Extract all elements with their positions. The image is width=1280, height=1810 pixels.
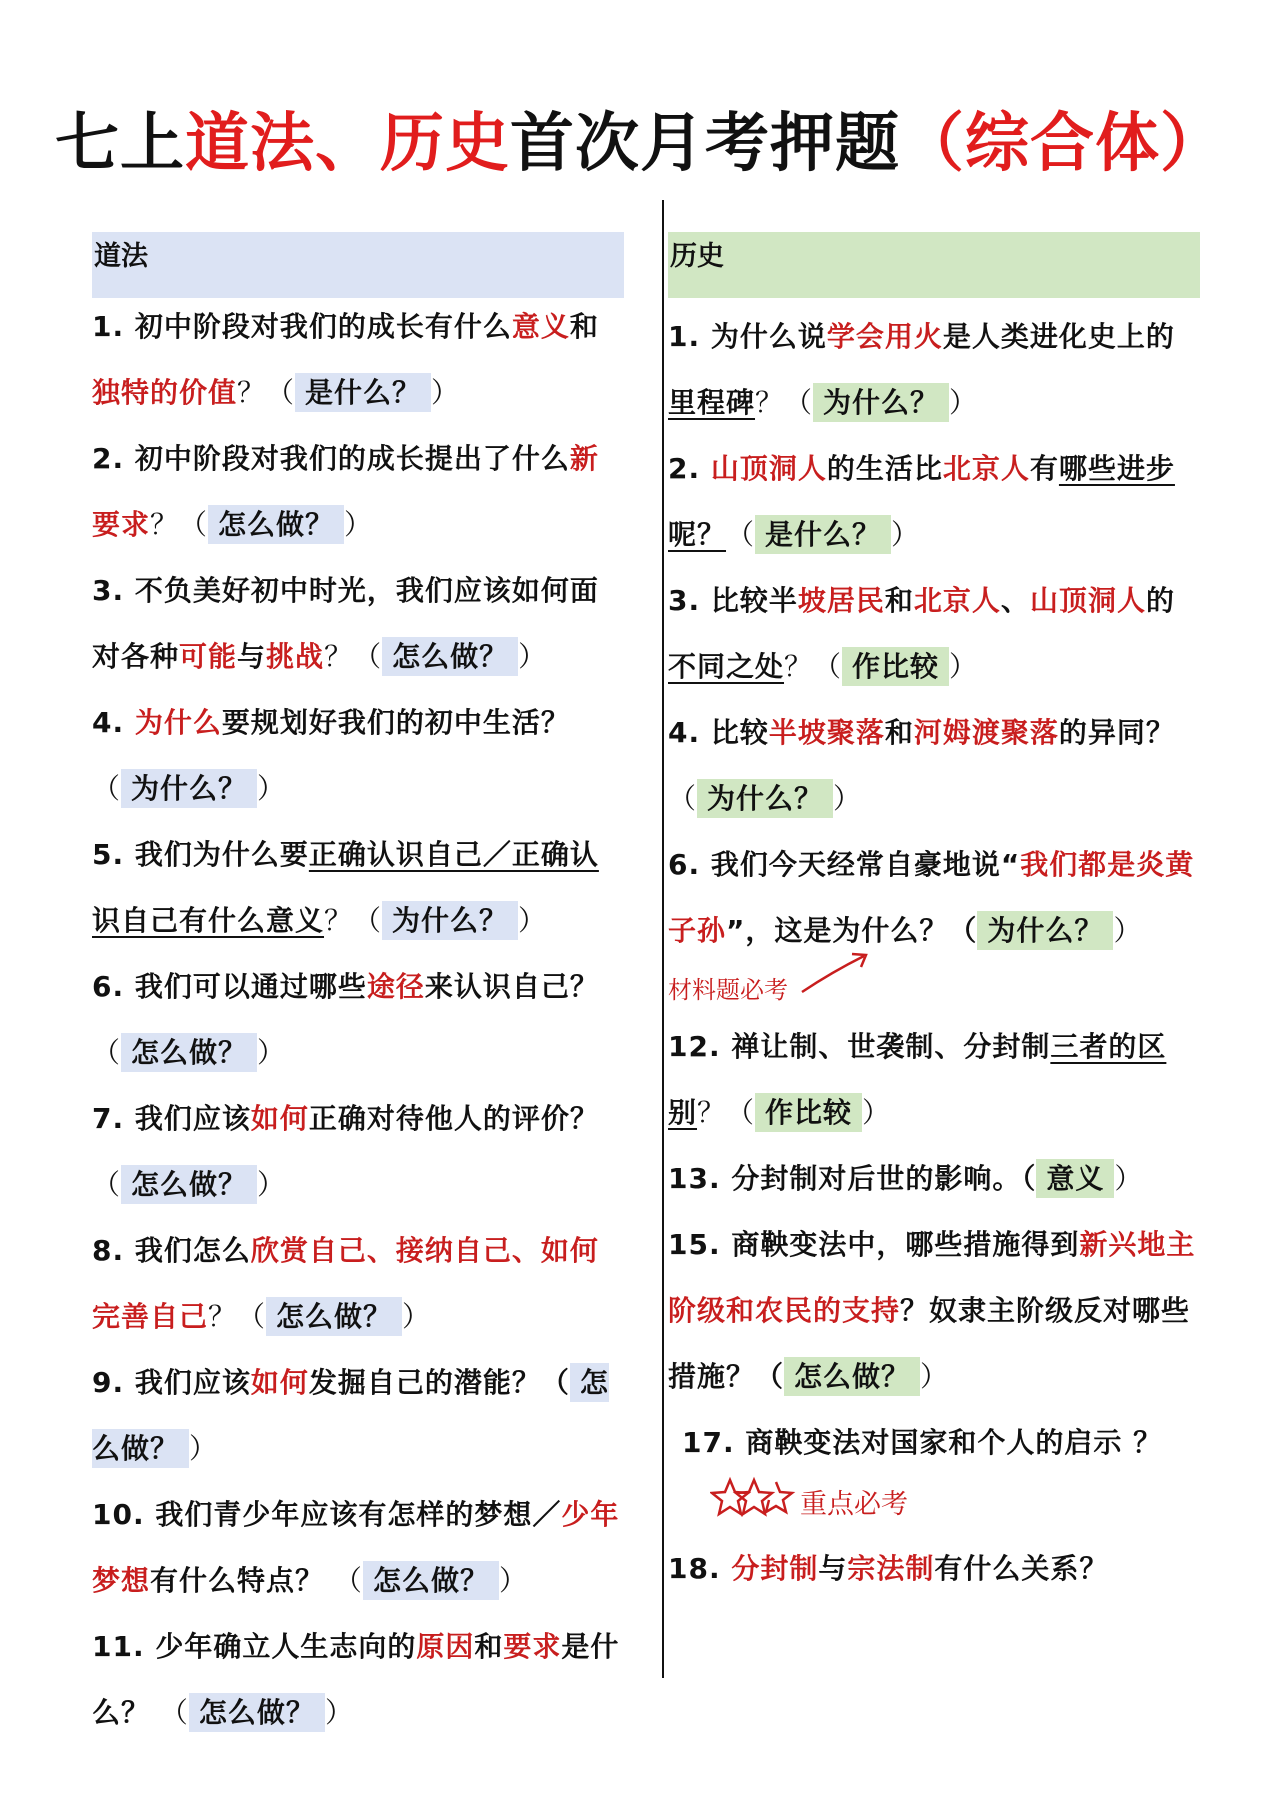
- question-6: 6. 我们可以通过哪些途径来认识自己？ （ 怎么做？ ）: [92, 954, 624, 1086]
- tag-badge: 是什么？: [295, 373, 431, 412]
- tag-badge: 作比较: [842, 647, 949, 686]
- note-key-required: 重点必考: [668, 1476, 1200, 1536]
- question-2: 2. 初中阶段对我们的成长提出了什么新要求？（ 怎么做？ ）: [92, 426, 624, 558]
- arrow-icon: [798, 948, 878, 998]
- tag-badge: 为什么？: [697, 779, 833, 818]
- daofa-column: [92, 232, 624, 1746]
- tag-badge: 为什么？: [121, 769, 257, 808]
- history-question-2: 2. 山顶洞人的生活比北京人有哪些进步呢？（ 是什么？ ）: [668, 436, 1200, 568]
- daofa-header: 道法: [92, 232, 624, 298]
- history-column: [668, 232, 1200, 1602]
- tag-badge: 怎么做？: [363, 1561, 499, 1600]
- tag-badge: 怎么做？: [266, 1297, 402, 1336]
- history-question-18: 18. 分封制与宗法制有什么关系？: [668, 1552, 1109, 1585]
- tag-badge: 怎么做？: [784, 1357, 920, 1396]
- tag-badge: 为什么？: [977, 911, 1113, 950]
- question-10: 10. 我们青少年应该有怎样的梦想／少年梦想有什么特点？ （ 怎么做？ ）: [92, 1482, 624, 1614]
- tag-badge: 怎么做？: [92, 1363, 609, 1468]
- question-1: 1. 初中阶段对我们的成长有什么意义和独特的价值？（ 是什么？ ）: [92, 294, 624, 426]
- tag-badge: 作比较: [755, 1093, 862, 1132]
- history-question-17: 17. 商鞅变法对国家和个人的启示 ？: [682, 1426, 1163, 1459]
- question-3: 3. 不负美好初中时光，我们应该如何面对各种可能与挑战？（ 怎么做？ ）: [92, 558, 624, 690]
- tag-badge: 为什么？: [382, 901, 518, 940]
- history-question-1: 1. 为什么说学会用火是人类进化史上的里程碑？（ 为什么？ ）: [668, 304, 1200, 436]
- history-question-12: 12. 禅让制、世袭制、分封制三者的区别？（ 作比较 ）: [668, 1014, 1200, 1146]
- page-title: 七上道法、历史首次月考押题（综合体）: [55, 107, 1225, 181]
- tag-badge: 怎么做？: [121, 1033, 257, 1072]
- tag-badge: 是什么？: [755, 515, 891, 554]
- column-divider: [662, 200, 664, 1678]
- tag-badge: 怎么做？: [208, 505, 344, 544]
- tag-badge: 为什么？: [813, 383, 949, 422]
- history-header: 历史: [668, 232, 1200, 298]
- tag-badge: 怎么做？: [382, 637, 518, 676]
- question-5: 5. 我们为什么要正确认识自己／正确认识自己有什么意义？（ 为什么？ ）: [92, 822, 624, 954]
- tag-badge: 意义: [1036, 1159, 1114, 1198]
- question-11: 11. 少年确立人生志向的原因和要求是什么？ （ 怎么做？ ）: [92, 1614, 624, 1746]
- history-question-3: 3. 比较半坡居民和北京人、山顶洞人的不同之处？（ 作比较 ）: [668, 568, 1200, 700]
- question-4: 4. 为什么要规划好我们的初中生活？ （ 为什么？ ）: [92, 690, 624, 822]
- tag-badge: 怎么做？: [121, 1165, 257, 1204]
- history-question-4: 4. 比较半坡聚落和河姆渡聚落的异同？ （ 为什么？ ）: [668, 700, 1200, 832]
- question-7: 7. 我们应该如何正确对待他人的评价？ （ 怎么做？ ）: [92, 1086, 624, 1218]
- history-question-6: 6. 我们今天经常自豪地说“我们都是炎黄子孙”，这是为什么？（ 为什么？ ）: [668, 832, 1200, 964]
- stars-icon: [710, 1476, 796, 1522]
- question-9: 9. 我们应该如何发掘自己的潜能？（ 怎么做？ ）: [92, 1350, 624, 1482]
- history-question-13: 13. 分封制对后世的影响。（ 意义 ）: [668, 1146, 1200, 1212]
- history-question-15: 15. 商鞅变法中，哪些措施得到新兴地主阶级和农民的支持？奴隶主阶级反对哪些措施？（ 怎么做？ ）: [668, 1212, 1200, 1410]
- tag-badge: 怎么做？: [189, 1693, 325, 1732]
- note-material-required: 材料题必考: [668, 964, 1200, 1014]
- question-8: 8. 我们怎么欣赏自己、接纳自己、如何完善自己？（ 怎么做？ ）: [92, 1218, 624, 1350]
